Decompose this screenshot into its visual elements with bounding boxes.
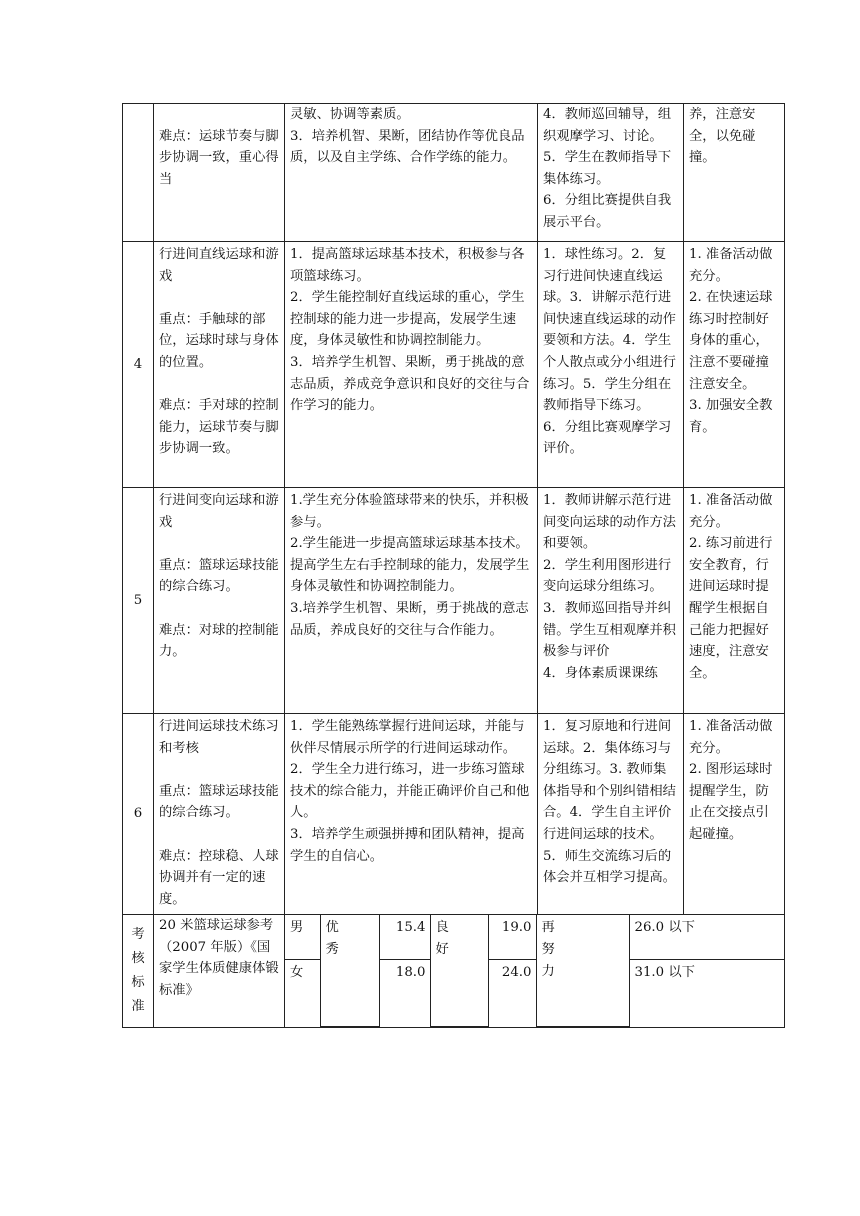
assessment-standard-grid [285,915,785,1028]
objectives-cell [285,104,538,242]
safety-cell [684,104,785,242]
objectives-line: 1.学生充分体验篮球带来的快乐，并积极参与。 [290,493,529,530]
methods-line: 6．分组比赛提供自我展示平台。 [543,193,672,230]
effort-label: 再努力 [536,915,629,1026]
safety-line: 2. 图形运球时提醒学生，防止在交接点引起碰撞。 [689,762,773,842]
content-line [159,824,280,846]
lesson-row [123,104,785,242]
female-effort-value: 31.0 以下 [629,959,784,1026]
lesson-number: 6 [123,714,154,915]
objectives-line: 灵敏、协调等素质。 [290,107,410,122]
male-excellent-value: 15.4 [379,915,430,959]
objectives-line: 2．学生全力进行练习，进一步练习篮球技术的综合能力，并能正确评价自己和他人。 [290,762,530,821]
objectives-line: 2.学生能进一步提高篮球运球基本技术。提高学生左右手控制球的能力，发展学生身体灵敏性和协调控制能力。 [290,536,530,595]
content-line [159,598,280,620]
content-cell [154,242,285,488]
excellent-label: 优秀 [320,915,379,1026]
methods-cell [538,104,684,242]
content-line: 难点：运球节奏与脚步协调一致，重心得当 [159,128,279,187]
male-good-value: 19.0 [488,915,536,959]
objectives-line: 3.培养学生机智、果断，勇于挑战的意志品质，养成良好的交往与合作能力。 [290,600,529,638]
methods-line: 6．分组比赛观摩学习评价。 [543,419,672,457]
methods-line: 2．学生利用图形进行变向运球分组练习。 [543,557,672,595]
safety-cell [684,242,785,488]
assessment-standard-row [123,915,785,1028]
methods-line: 1．球性练习。2．复习行进间快速直线运球。3．讲解示范行进间快速直线运球的动作要领和方法。4．学生个人散点或分小组进行练习。5．学生分组在教师指导下练习。 [543,247,676,414]
content-line: 难点：手对球的控制能力，运球节奏与脚步协调一致。 [159,398,279,457]
lesson-number: 5 [123,488,154,714]
content-cell [154,714,285,915]
methods-line: 1．复习原地和行进间运球。2．集体练习与分组练习。3. 教师集体指导和个别纠错相结合。4．学生自主评价行进间运球的技术。5．师生交流练习后的体会并互相学习提高。 [543,719,676,886]
methods-cell [538,242,684,488]
male-effort-value: 26.0 以下 [629,915,784,959]
safety-line: 3. 加强安全教育。 [689,398,773,435]
objectives-line: 2．学生能控制好直线运球的重心，学生控制球的能力进一步提高，发展学生速度，身体灵敏性和协调控制能力。 [290,290,525,349]
content-line: 重点：手触球的部位，运球时球与身体的位置。 [159,311,279,370]
content-line [159,374,280,396]
methods-line: 4．教师巡回辅导，组织观摩学习、讨论。5．学生在教师指导下集体练习。 [543,107,672,187]
content-cell [154,104,285,242]
methods-cell [538,488,684,714]
assessment-standard-label: 考 核 标 准 [123,915,154,1028]
good-label: 良好 [430,915,488,1026]
lesson-number: 4 [123,242,154,488]
content-line [159,759,280,781]
methods-line: 1．教师讲解示范行进间变向运球的动作方法和要领。 [543,493,676,552]
content-line [159,287,280,309]
objectives-cell [285,242,538,488]
lesson-plan-table [122,103,785,1028]
content-line [159,533,280,555]
objectives-line: 3．培养机智、果断，团结协作等优良品质，以及自主学练、合作学练的能力。 [290,128,525,166]
safety-cell [684,488,785,714]
safety-line: 1. 准备活动做充分。 [689,719,773,756]
content-line: 行进间变向运球和游戏 [159,493,279,530]
objectives-line: 1．学生能熟练掌握行进间运球，并能与伙伴尽情展示所学的行进间运球动作。 [290,719,525,756]
content-line [159,104,280,126]
female-good-value: 24.0 [488,959,536,1026]
lesson-plan-page [122,103,785,1028]
lesson-row [123,242,785,488]
female-excellent-value: 18.0 [379,959,430,1026]
assessment-standard-description: 20 米篮球运球参考（2007 年版）《国家学生体质健康体锻标准》 [154,915,285,1028]
content-line: 难点：对球的控制能力。 [159,622,279,660]
safety-line: 养，注意安全，以免碰撞。 [689,107,756,166]
gender-female: 女 [285,959,320,1026]
objectives-line: 3．培养学生顽强拼搏和团队精神，提高学生的自信心。 [290,826,525,864]
content-cell [154,488,285,714]
safety-line: 1. 准备活动做充分。 [689,493,773,530]
lesson-row [123,488,785,714]
objectives-line: 3．培养学生机智、果断，勇于挑战的意志品质，养成竞争意识和良好的交往与合作学习的能力。 [290,354,530,414]
safety-line: 2. 在快速运球练习时控制好身体的重心，注意不要碰撞注意安全。 [689,290,773,392]
safety-cell [684,714,785,915]
safety-line: 1. 准备活动做充分。 [689,247,773,284]
safety-line: 2. 练习前进行安全教育，行进间运球时提醒学生根据自己能力把握好速度，注意安全。 [689,536,773,681]
grading-table [285,915,784,1027]
lesson-number [123,104,154,242]
methods-line: 3．教师巡回指导并纠错。学生互相观摩并积极参与评价 [543,600,676,660]
content-line: 行进间直线运球和游戏 [159,247,279,284]
methods-line: 4．身体素质课课练 [543,665,658,681]
objectives-cell [285,488,538,714]
content-line: 行进间运球技术练习和考核 [159,719,279,756]
content-line: 难点：控球稳、人球协调并有一定的速度。 [159,848,279,907]
methods-cell [538,714,684,915]
gender-male: 男 [285,915,320,959]
content-line: 重点：篮球运球技能的综合练习。 [159,783,279,821]
objectives-line: 1．提高篮球运球基本技术，积极参与各项篮球练习。 [290,247,525,284]
lesson-row [123,714,785,915]
objectives-cell [285,714,538,915]
content-line: 重点：篮球运球技能的综合练习。 [159,557,279,595]
